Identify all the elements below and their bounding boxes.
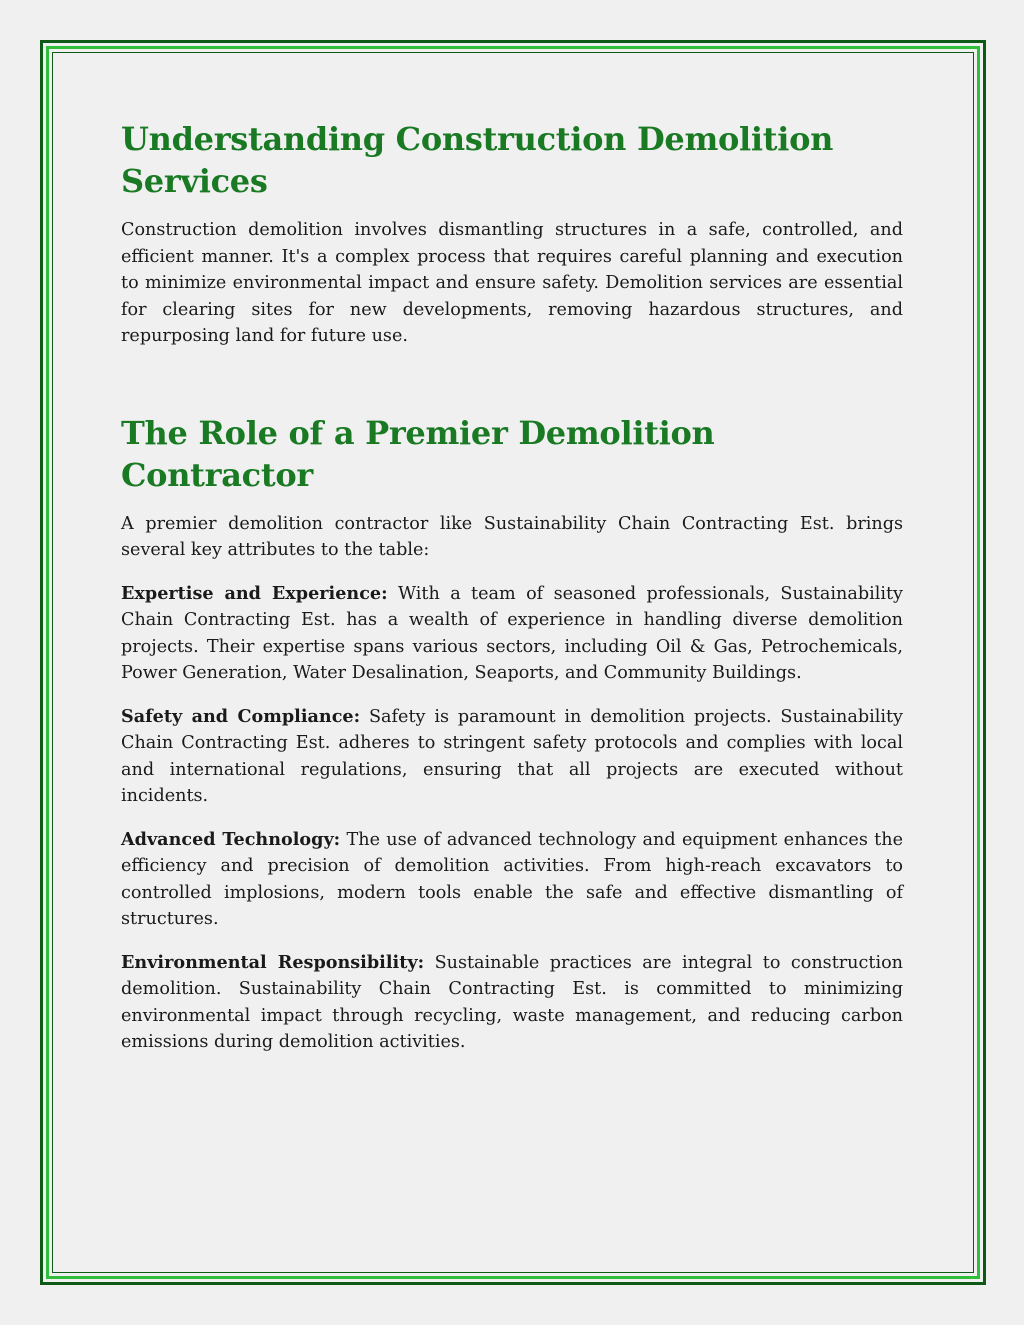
attribute-text-safety: Safety is paramount in demolition projects. Sustainability Chain Contracting Est. adheres to stringent safety protocols and complies with local and international regulations, ensuring that all projects are executed without incidents. xyxy=(121,706,904,806)
section-paragraph-understanding: Construction demolition involves dismantling structures in a safe, controlled, and efficient manner. It's a complex process that requires careful planning and execution to minimize environmental impact and ensure safety. Demolition services are essential for clearing sites for new developments, removing hazardous structures, and repurposing land for future use. xyxy=(121,220,903,346)
attribute-title-technology: Advanced Technology: xyxy=(121,828,341,850)
attribute-safety xyxy=(121,704,903,810)
attribute-expertise xyxy=(121,581,903,687)
attribute-title-environment: Environmental Responsibility: xyxy=(121,951,425,973)
attribute-technology xyxy=(121,827,903,933)
section-title-understanding: Understanding Construction Demolition Services xyxy=(121,120,834,200)
attribute-title-expertise: Expertise and Experience: xyxy=(121,582,388,604)
attribute-text-technology: The use of advanced technology and equipment enhances the efficiency and precision of demolition activities. From high-reach excavators to controlled implosions, modern tools enable the safe and effective dismantling of structures. xyxy=(121,829,903,929)
attribute-environment xyxy=(121,950,903,1056)
attribute-text-expertise: With a team of seasoned professionals, Sustainability Chain Contracting Est. has a wealth of experience in handling diverse demolition projects. Their expertise spans various sectors, including Oil & Gas, Petrochemicals, Power Generation, Water Desalination, Seaports, and Community Buildings. xyxy=(121,583,903,683)
document-content xyxy=(121,118,903,1056)
section-intro-role: A premier demolition contractor like Sustainability Chain Contracting Est. brings several key attributes to the table: xyxy=(121,513,903,560)
section-title-role: The Role of a Premier Demolition Contractor xyxy=(121,413,715,494)
attribute-text-environment: Sustainable practices are integral to construction demolition. Sustainability Chain Contracting Est. is committed to minimizing environmental impact through recycling, waste management, and reducing carbon emissions during demolition activities. xyxy=(121,952,903,1052)
attribute-title-safety: Safety and Compliance: xyxy=(121,705,361,727)
